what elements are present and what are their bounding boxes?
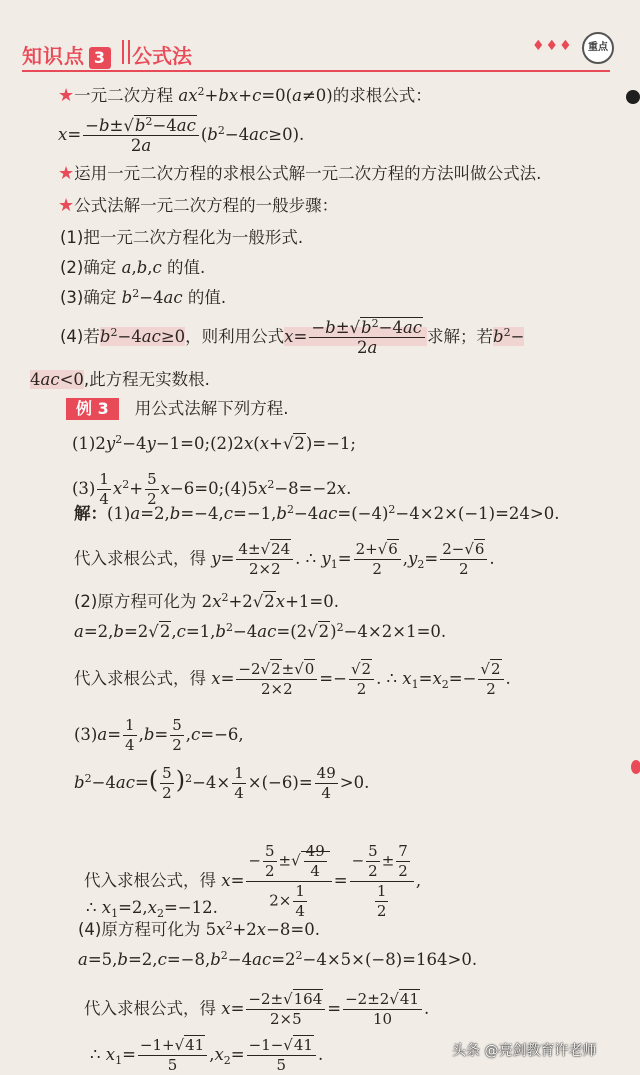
solution-4-roots: ∴ $x_1=$ $\frac{-1+√41}{5}$ $,x_2=$ $\frac{-1-√41}{5}$ .: [90, 1036, 324, 1074]
bullet-steps: ★公式法解一元二次方程的一般步骤：: [58, 195, 339, 216]
section-title-text: 知识点: [22, 44, 85, 68]
solution-4-general: (4)原方程可化为 $5x^2+2x-8=0$.: [78, 919, 320, 939]
bullet-quadratic-formula: ★一元二次方程 $ax^2+bx+c=0(a\ne 0)$的求根公式：: [58, 85, 432, 106]
solution-4-sub: 代入求根公式，得 x= $\frac{-2\pm√164}{2\times 5}$ = $\frac{-2\pm 2√41}{10}$ .: [84, 990, 430, 1028]
solution-1-roots: 代入求根公式，得 y= $\frac{4\pm√24}{2\times 2}$ . ∴ $y_1=$ $\frac{2+√6}{2}$ $,y_2=$ $\frac{2-√6}{2}$ .: [74, 540, 495, 578]
solution-4-coeffs: $a=5,b=2,c=-8,b^2-4ac=2^2-4\times 5\times(-8)=164>0$.: [78, 949, 478, 969]
step-2: (2)确定 a,b,c 的值.: [60, 258, 206, 277]
page-edge-mark: [626, 90, 640, 104]
section-header: [0, 0, 640, 80]
difficulty-icon: ♦♦♦: [532, 38, 573, 54]
solution-3-discriminant: $b^2-4ac=$( $\frac{5}{2}$ )$^2$−4× $\frac{1}{4}$ ×(−6)= $\frac{49}{4}$ >0.: [74, 764, 370, 802]
key-point-badge: 重点: [582, 32, 614, 64]
solution-2-general: (2)原方程可化为 $2x^2+2√2x+1=0$.: [74, 591, 339, 611]
solution-2-roots: 代入求根公式，得 x= $\frac{-2√2\pm√0}{2\times 2}$ =− $\frac{√2}{2}$ . ∴ $x_1=x_2=-$ $\frac{√2}{2}$ .: [74, 660, 511, 698]
formula-roots: x= $\frac{-b\pm√b^2-4ac}{2a}$ $(b^2-4ac\ge 0)$.: [58, 115, 305, 155]
solution-1-coeffs: 解：$(1)a=2,b=-4,c=-1,b^2-4ac=(-4)^2-4\times 2\times(-1)=24>0$.: [74, 503, 560, 523]
step-4: (4)若$b^2-4ac\ge 0$，则利用公式x= $\frac{-b\pm√b^2-4ac}{2a}$ 求解；若$b^2-$: [60, 317, 525, 357]
page-edge-dot: [631, 760, 640, 774]
bullet-formula-method: ★运用一元二次方程的求根公式解一元二次方程的方法叫做公式法.: [58, 163, 542, 184]
section-number: 3: [89, 47, 111, 69]
header-underline: [22, 70, 610, 72]
example-eq-1-2: $(1)2y^2-4y-1=0;(2)2x(x+√2)=-1$;: [72, 433, 356, 453]
step-1: (1)把一元二次方程化为一般形式.: [60, 228, 304, 247]
solution-3-roots: 代入求根公式，得 x= − $\frac{5}{2}$ ±√ $\frac{49}{4}$ 2× $\frac{1}{4}$ = − $\frac{5}{2}$ ± $\frac{7}{2}$ $\frac{1}{2}$ ,: [84, 842, 422, 920]
example-eq-3-4: (3) $\frac{1}{4}$ $x^2+$ $\frac{5}{2}$ $x-6=0;(4)5x^2-8=-2x$.: [72, 470, 352, 508]
section-title: [22, 40, 115, 69]
star-icon: ★: [58, 195, 75, 216]
solution-2-coeffs: $a=2,b=2√2,c=1,b^2-4ac=(2√2)^2-4\times 2\times 1=0$.: [74, 621, 447, 641]
section-separator: [122, 40, 130, 64]
star-icon: ★: [58, 163, 75, 184]
step-4-cont: 4ac<0,此方程无实数根.: [30, 370, 210, 389]
example-tag: 例 3: [66, 398, 119, 420]
solution-3-answer: ∴ $x_1=2,x_2=-12$.: [86, 898, 218, 920]
example-heading: 例 3 用公式法解下列方程.: [66, 398, 288, 420]
solution-3-coeffs: (3)a= $\frac{1}{4}$ ,b= $\frac{5}{2}$ ,c=−6,: [74, 716, 244, 754]
step-3: (3)确定 $b^2-4ac$ 的值.: [60, 287, 227, 307]
star-icon: ★: [58, 85, 75, 106]
watermark: 头条 @亮剑教育许老师: [452, 1043, 597, 1059]
section-subtitle: 公式法: [132, 44, 192, 68]
